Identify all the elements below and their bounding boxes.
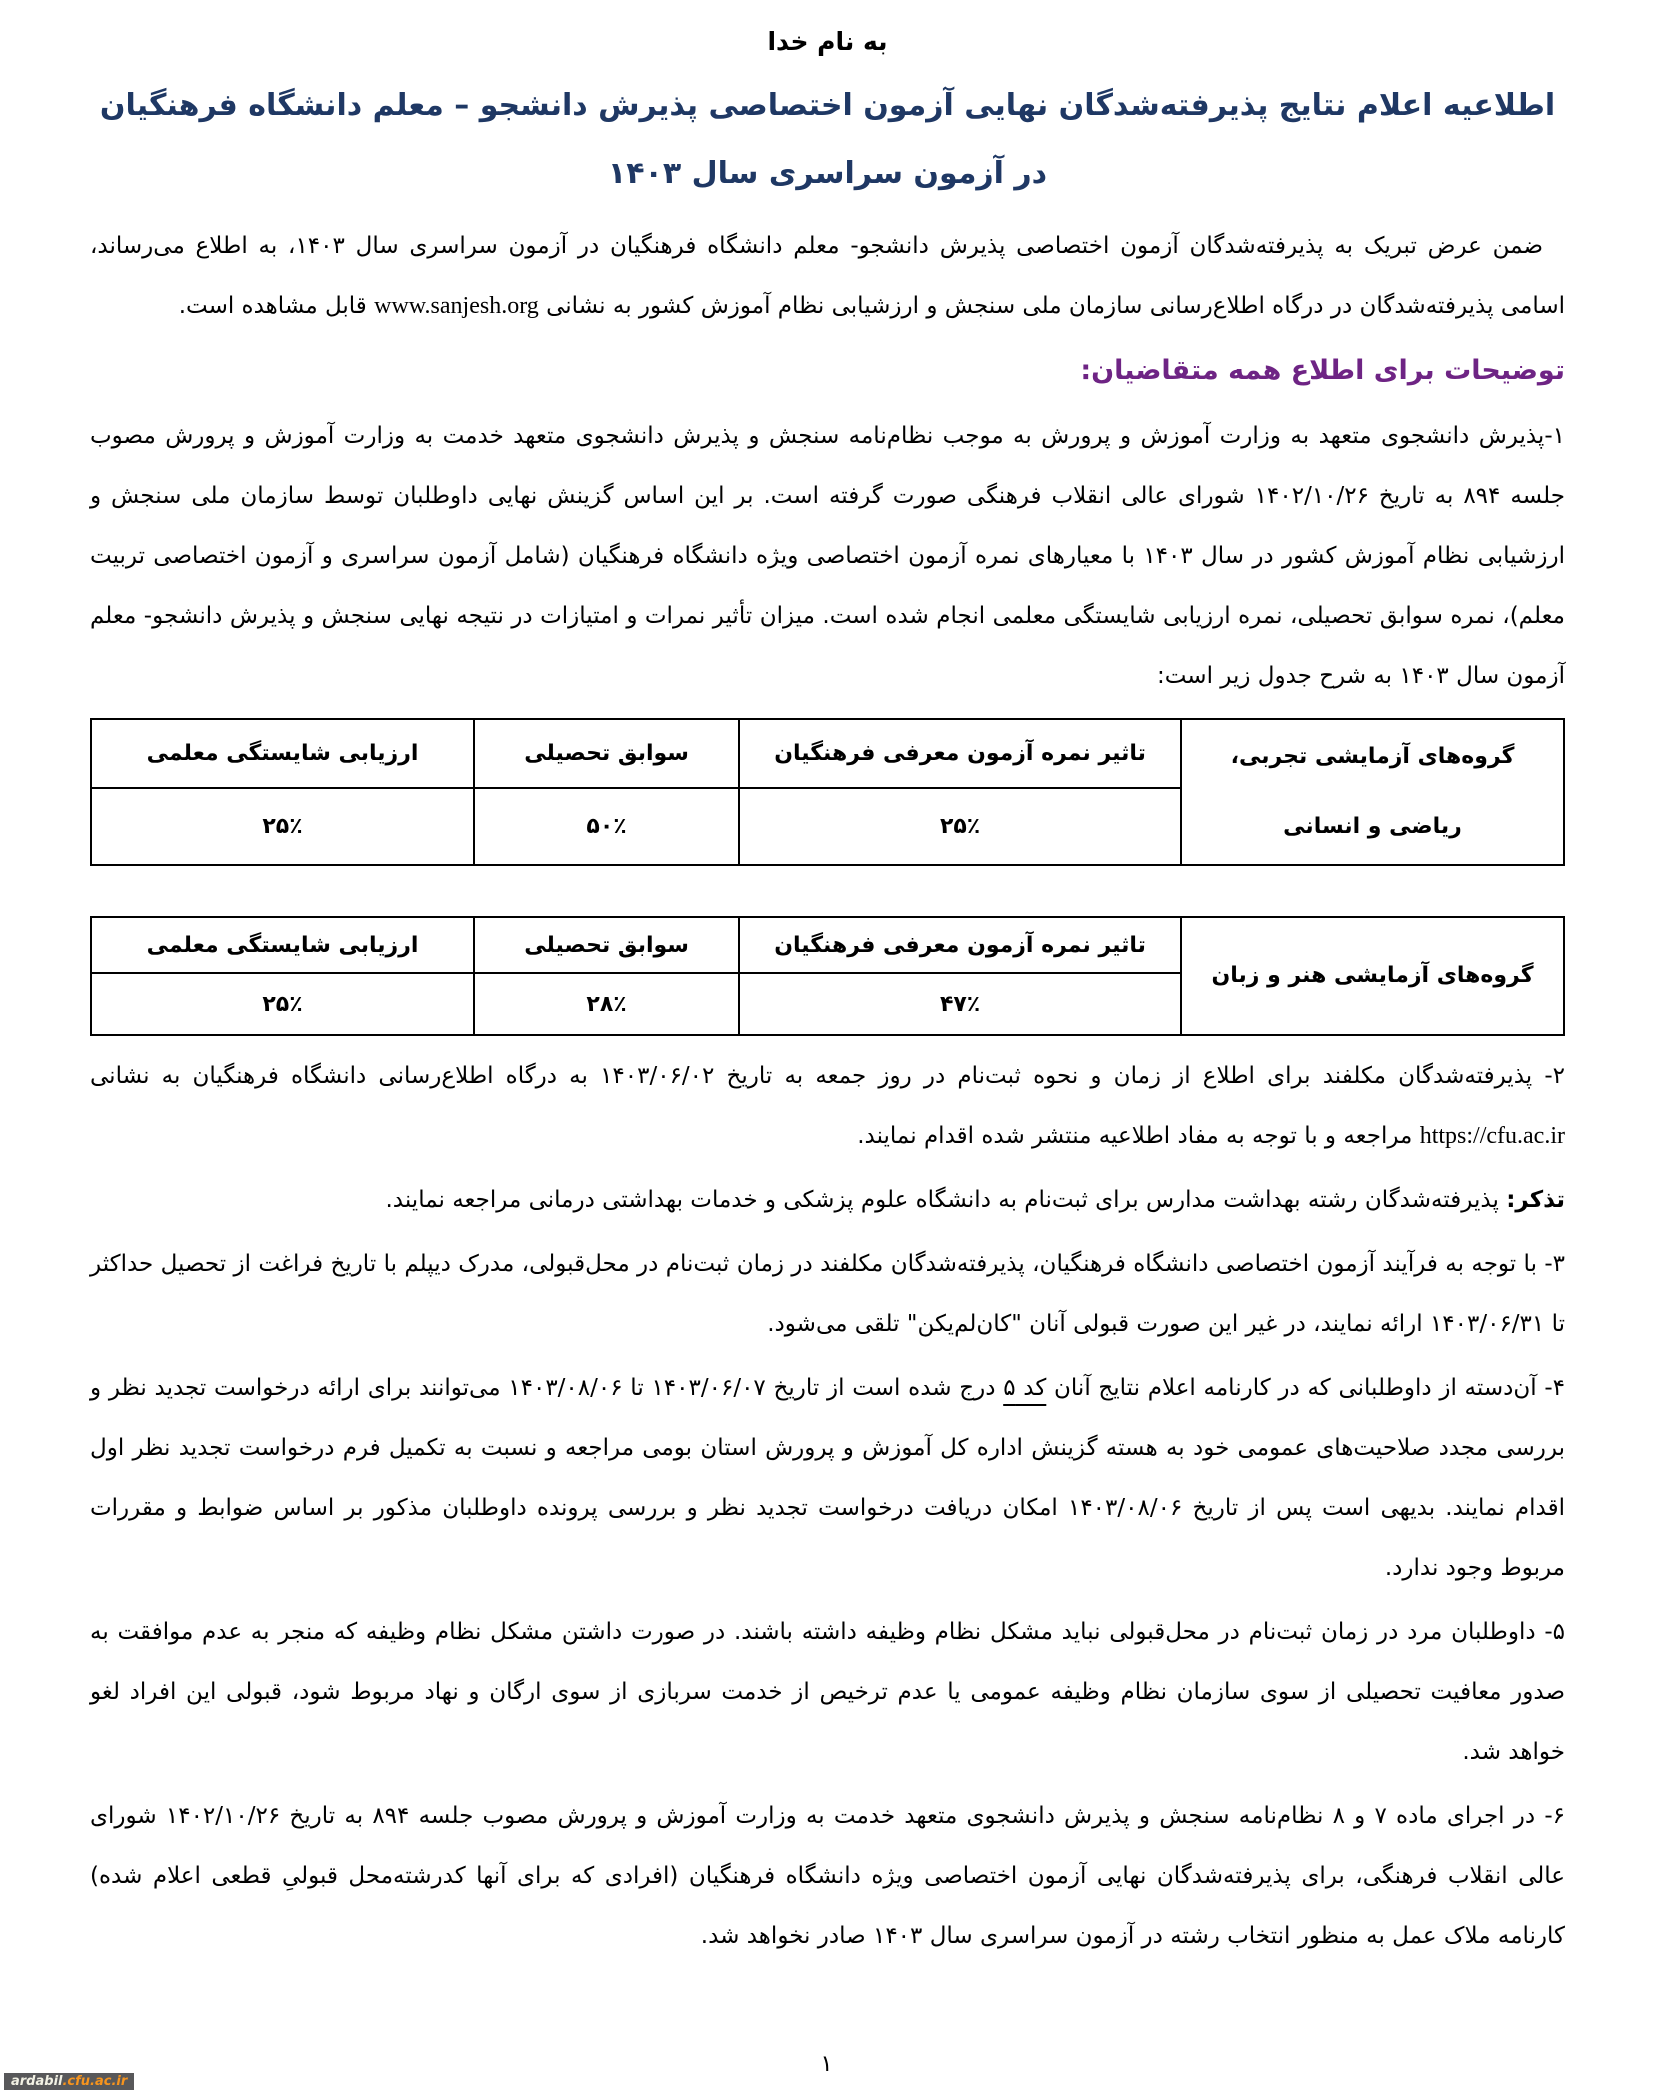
sanjesh-url: www.sanjesh.org <box>374 293 539 319</box>
item-2-paragraph <box>90 1046 1565 1166</box>
competency-assessment-value: ۲۵٪ <box>91 973 474 1035</box>
item-5-paragraph: ۵- داوطلبان مرد در زمان ثبت‌نام در محل‌قبولی نباید مشکل نظام وظیفه داشته باشند. در صورت داشتن مشکل نظام وظیفه که منجر به عدم موافقت به صدور معافیت تحصیلی از سوی سازمان نظام وظیفه عمومی یا عدم ترخیص از خدمت سربازی از سوی ارگان و نهاد مربوط شود، قبولی این افراد لغو خواهد شد. <box>90 1619 1565 1765</box>
experimental-groups-label: گروه‌های آزمایشی تجربی، ریاضی و انسانی <box>1181 719 1564 865</box>
note-paragraph <box>90 1170 1565 1230</box>
item-4-paragraph <box>90 1358 1565 1598</box>
item-4-text-start: ۴- آن‌دسته از داوطلبانی که در کارنامه اعلام نتایج آنان <box>1046 1375 1565 1401</box>
academic-records-header: سوابق تحصیلی <box>474 719 739 788</box>
exam-score-header: تاثیر نمره آزمون معرفی فرهنگیان <box>739 719 1181 788</box>
intro-text-start: ضمن عرض تبریک به پذیرفته‌شدگان آزمون اختصاصی پذیرش دانشجو- معلم دانشگاه فرهنگیان در آزمون سراسری سال ۱۴۰۳، به اطلاع می‌رساند، اسامی پذیرفته‌شدگان در درگاه اطلاع‌رسانی سازمان ملی سنجش و ارزشیابی نظام آموزش کشور به نشانی <box>90 233 1565 319</box>
competency-assessment-value: ۲۵٪ <box>91 788 474 865</box>
cfu-url: https://cfu.ac.ir <box>1419 1123 1565 1149</box>
watermark-suffix: .cfu.ac.ir <box>62 2074 128 2089</box>
page-number: ۱ <box>820 2051 833 2077</box>
item-4-text-end: درج شده است از تاریخ ۱۴۰۳/۰۶/۰۷ تا ۱۴۰۳/۰۸/۰۶ می‌توانند برای ارائه درخواست تجدید نظر و بررسی مجدد صلاحیت‌های عمومی خود به هسته گزینش اداره کل آموزش و پرورش استان بومی مراجعه و نسبت به تکمیل فرم درخواست تجدید نظر اول اقدام نمایند. بدیهی است پس از تاریخ ۱۴۰۳/۰۸/۰۶ امکان دریافت درخواست تجدید نظر و بررسی پرونده داوطلبان مذکور بر اساس ضوابط و مقررات مربوط وجود ندارد. <box>90 1375 1565 1581</box>
intro-paragraph <box>90 216 1565 336</box>
art-language-groups-label: گروه‌های آزمایشی هنر و زبان <box>1181 917 1564 1035</box>
watermark-prefix: ardabil <box>11 2074 63 2089</box>
academic-records-header: سوابق تحصیلی <box>474 917 739 973</box>
exam-score-header: تاثیر نمره آزمون معرفی فرهنگیان <box>739 917 1181 973</box>
page-title <box>90 72 1565 208</box>
bismillah-line: به نام خدا <box>767 27 888 56</box>
title-line-1: اطلاعیه اعلام نتایج پذیرفته‌شدگان نهایی آزمون اختصاصی پذیرش دانشجو – معلم دانشگاه فرهنگیان <box>99 88 1556 123</box>
competency-assessment-header: ارزیابی شایستگی معلمی <box>91 917 474 973</box>
item-2-text-end: مراجعه و با توجه به مفاد اطلاعیه منتشر شده اقدام نمایند. <box>857 1123 1420 1149</box>
table-row <box>91 719 1564 788</box>
score-impact-table-art-language <box>90 916 1565 1036</box>
note-text: پذیرفته‌شدگان رشته بهداشت مدارس برای ثبت‌نام به دانشگاه علوم پزشکی و خدمات بهداشتی درمانی مراجعه نمایند. <box>385 1187 1507 1213</box>
item-6-paragraph: ۶- در اجرای ماده ۷ و ۸ نظام‌نامه سنجش و پذیرش دانشجوی متعهد خدمت به وزارت آموزش و پرورش مصوب جلسه ۸۹۴ به تاریخ ۱۴۰۲/۱۰/۲۶ شورای عالی انقلاب فرهنگی، برای پذیرفته‌شدگان نهایی آزمون اختصاصی ویژه دانشگاه فرهنگیان (افرادی که برای آنها کدرشته‌محل قبولیِ قطعی اعلام شده) کارنامه ملاک عمل به منظور انتخاب رشته در آزمون سراسری سال ۱۴۰۳ صادر نخواهد شد. <box>90 1803 1565 1949</box>
item-3-paragraph: ۳- با توجه به فرآیند آزمون اختصاصی دانشگاه فرهنگیان، پذیرفته‌شدگان مکلفند در زمان ثبت‌نام در محل‌قبولی، مدرک دیپلم با تاریخ فراغت از تحصیل حداکثر تا ۱۴۰۳/۰۶/۳۱ ارائه نمایند، در غیر این صورت قبولی آنان "کان‌لم‌یکن" تلقی می‌شود. <box>90 1251 1565 1337</box>
item-4-code-5-underlined: کد ۵ <box>1003 1375 1047 1401</box>
score-impact-table-main-groups <box>90 718 1565 866</box>
note-label: تذکر: <box>1506 1187 1565 1213</box>
exam-score-value: ۲۵٪ <box>739 788 1181 865</box>
intro-text-end: قابل مشاهده است. <box>178 293 375 319</box>
table-row <box>91 917 1564 973</box>
section-heading: توضیحات برای اطلاع همه متقاضیان: <box>1080 355 1565 386</box>
site-watermark-badge <box>4 2073 134 2090</box>
competency-assessment-header: ارزیابی شایستگی معلمی <box>91 719 474 788</box>
title-line-2: در آزمون سراسری سال ۱۴۰۳ <box>607 156 1048 191</box>
item-1-paragraph: ۱-پذیرش دانشجوی متعهد به وزارت آموزش و پرورش به موجب نظام‌نامه سنجش و پذیرش دانشجوی متعهد خدمت به وزارت آموزش و پرورش مصوب جلسه ۸۹۴ به تاریخ ۱۴۰۲/۱۰/۲۶ شورای عالی انقلاب فرهنگی صورت گرفته است. بر این اساس گزینش نهایی داوطلبان توسط سازمان ملی سنجش و ارزشیابی نظام آموزش کشور در سال ۱۴۰۳ با معیارهای نمره آزمون اختصاصی ویژه دانشگاه فرهنگیان (شامل آزمون سراسری و آزمون اختصاصی تربیت معلم)، نمره سوابق تحصیلی، نمره ارزیابی شایستگی معلمی انجام شده است. میزان تأثیر نمرات و امتیازات در نتیجه نهایی سنجش و پذیرش دانشجو- معلم آزمون سال ۱۴۰۳ به شرح جدول زیر است: <box>90 423 1565 689</box>
item-2-text-start: ۲- پذیرفته‌شدگان مکلفند برای اطلاع از زمان و نحوه ثبت‌نام در روز جمعه به تاریخ ۱۴۰۳/۰۶/۰۲ به درگاه اطلاع‌رسانی دانشگاه فرهنگیان به نشانی <box>90 1063 1565 1089</box>
academic-records-value: ۵۰٪ <box>474 788 739 865</box>
academic-records-value: ۲۸٪ <box>474 973 739 1035</box>
exam-score-value: ۴۷٪ <box>739 973 1181 1035</box>
